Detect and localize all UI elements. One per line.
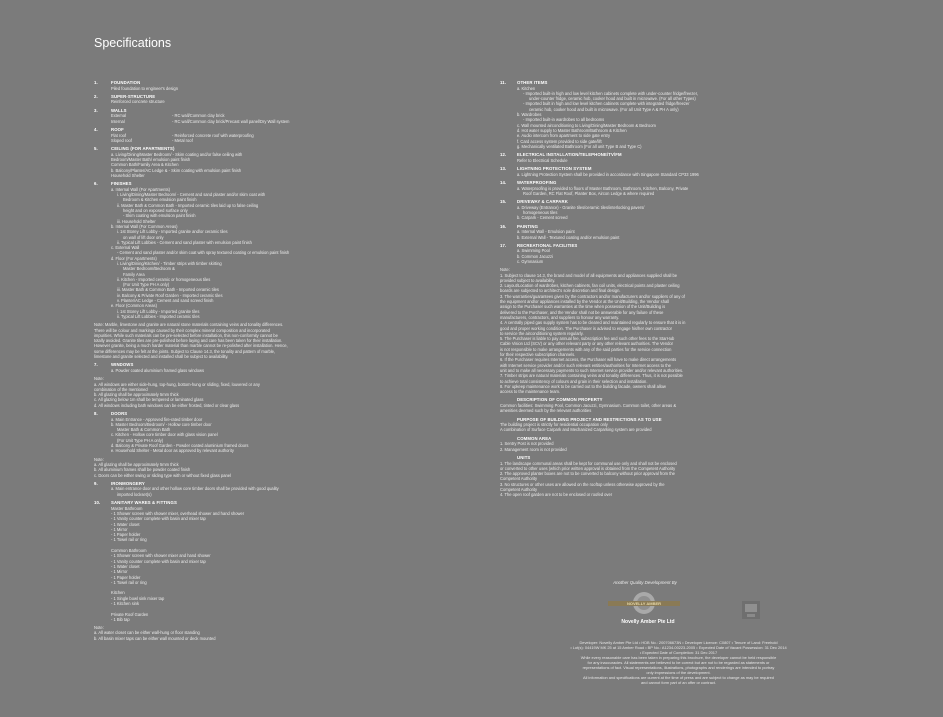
- section-title: WALLS: [111, 107, 127, 113]
- section-title: OTHER ITEMS: [517, 80, 548, 85]
- spec-line: Common facilities: Swimming Pool, Common Jacuzzi, Gymnasium. Common toilet, other areas &: [500, 403, 677, 408]
- footer-line: • Lot(s): 04419W MK 25 at 15 Amber Road • BP No.: A1234-00223-2005 • Expected Date of Vacant Possession: 31 Dec 2014: [570, 645, 787, 650]
- spec-line: b. Carpark - Cement screed: [517, 215, 568, 221]
- spec-line: b. Wardrobes: [517, 112, 542, 118]
- spec-line: - 1 Bib tap: [111, 616, 130, 622]
- note-line: 4. A centrally piped gas supply system has to be cleared and maintained regularly to ensure that it is in: [500, 320, 686, 326]
- section-number: 17.: [500, 242, 507, 248]
- spec-line: iii. Household Shelter: [117, 218, 156, 224]
- section-title: PAINTING: [517, 223, 539, 229]
- spec-line: Competent Authority: [500, 476, 538, 482]
- left-column: [94, 80, 489, 644]
- section-title: SUPER-STRUCTURE: [111, 93, 156, 99]
- section-number: 11.: [500, 80, 507, 85]
- spec-line: c. Gymnasium: [517, 258, 544, 264]
- note-line: access to the maintenance team.: [500, 389, 561, 395]
- spec-line: Master Bathroom: [111, 505, 143, 511]
- spec-section: [500, 397, 857, 413]
- section-title: ELECTRICAL INSTALLATION/TELEPHONE/TV/FM: [517, 152, 622, 158]
- section-title: DESCRIPTION OF COMMON PROPERTY: [517, 397, 603, 403]
- footer-line: All information and specifications are current at the time of press and are subject to change as may be required: [583, 675, 774, 680]
- spec-line: a. Main Entrance - Approved fire-rated timber door: [111, 416, 203, 422]
- spec-line: Bedroom & Kitchen emulsion paint finish: [123, 197, 197, 203]
- spec-item: External: [111, 113, 127, 119]
- spec-line: - Imported built-in wardrobes to all bedrooms: [523, 117, 605, 123]
- note-line: Note:: [500, 267, 510, 273]
- spec-section: [94, 127, 489, 143]
- footer-disclaimer: [500, 640, 857, 685]
- note-line: impurities. While such materials can be pre-selected before installation, this non-conformity cannot be: [94, 332, 278, 338]
- developer-name: Novelly Amber Pte Ltd: [621, 619, 675, 625]
- spec-line: - Imported built in high and low level kitchen cabinets complete with integrated fridge/freezer: [523, 101, 690, 107]
- spec-line: a. Powder coated aluminium framed glass windows: [111, 367, 205, 373]
- spec-line: e. Household Shelter - Metal door as approved by relevant authority: [111, 448, 234, 454]
- spec-line: imported lockset(s): [117, 491, 152, 497]
- spec-line: - 1 Water closet: [111, 521, 140, 527]
- spec-section: [94, 80, 489, 91]
- spec-line: on wall of lift door only: [123, 234, 164, 240]
- note-line: Cable Vision Ltd (SCV) or any other relevant party or any other relevant authorities. The Vendor: [500, 341, 674, 347]
- note-line: a. All water closet can be either wall-hung or floor standing: [94, 630, 200, 636]
- spec-line: Common Bathroom: [111, 548, 147, 554]
- spec-section: [94, 146, 489, 178]
- spec-line: - 1 Mirror: [111, 569, 128, 575]
- spec-line: - 1 Shower screen with shower mixer and hand shower: [111, 553, 211, 559]
- note-line: delivered to the Purchaser, and the Vendor shall not be answerable for any failure of these: [500, 309, 664, 315]
- spec-line: Household Shelter: [111, 172, 145, 178]
- spec-line: ceramic hob, cooker hood and built in microwave. (For all Unit Type A & PH A only): [529, 106, 679, 112]
- spec-line: ii. Master Bath & Common Bath - Imported ceramic tiles laid up to false ceiling: [117, 202, 259, 208]
- spec-line: c. Kitchen - Hollow core timber door with glass vision panel: [111, 432, 218, 438]
- note-line: manufacturers, contractors, and suppliers to honour any warranty.: [500, 314, 620, 320]
- spec-line: a. Waterproofing is provided to floors of Master Bathroom, Bathroom, Kitchen, Balcony, Private: [517, 185, 689, 191]
- section-number: 14.: [500, 179, 507, 185]
- spec-section: [94, 362, 489, 408]
- spec-line: c. Wall mounted airconditioning to Living/Dining/Master Bedroom & Bedroom: [517, 122, 656, 128]
- spec-line: homogeneous tiles: [523, 210, 558, 216]
- spec-line: - 1 Paper holder: [111, 532, 141, 538]
- spec-line: - 1 Vanity counter complete with basin and mixer tap: [111, 558, 206, 564]
- note-line: a. All glazing shall be approximately 5mm thick: [94, 461, 179, 467]
- spec-line: iii. Master Bath & Common Bath - Imported ceramic tiles: [117, 287, 219, 293]
- section-title: SANITARY WARES & FITTINGS: [111, 500, 177, 506]
- spec-line: ii. Typical Lift Lobbies - Cement and sand plaster with emulsion paint finish: [117, 239, 252, 245]
- spec-section: [500, 436, 857, 452]
- spec-line: d. Hot water supply to Master Bathroom/Bathroom & Kitchen: [517, 127, 627, 133]
- note-line: a. All windows are either side-hung, top-hung, bottom-hung or sliding, fixed, louvered or any: [94, 381, 260, 387]
- note-line: to service the airconditioning system regularly.: [500, 330, 584, 336]
- spec-line: - Skim coating with emulsion paint finish: [123, 213, 196, 219]
- section-number: 10.: [94, 500, 101, 506]
- logo-text: NOVELLY AMBER: [626, 601, 662, 607]
- section-number: 4.: [94, 126, 98, 132]
- note-line: 2. Layout/Location of wardrobes, kitchen cabinets, fan coil units, electrical points and plaster ceiling: [500, 283, 680, 289]
- note-line: b. All aluminium frames shall be powder coated finish: [94, 467, 191, 473]
- spec-line: 1. Sentry Post is not provided: [500, 441, 554, 447]
- spec-line: a. Swimming Pool: [517, 248, 550, 254]
- spec-line: 3. No structures or other uses are allowed on the rooftop unless otherwise approved by the: [500, 481, 665, 487]
- spec-line: b. Internal Wall (For Common Areas): [111, 223, 178, 229]
- section-number: 6.: [94, 181, 98, 187]
- spec-line: 2. The approved planter boxes are not to be converted to balcony without prior approval from the: [500, 471, 675, 477]
- section-title: ROOF: [111, 126, 124, 132]
- spec-line: or converted to other uses (which prior written approval is obtained from the Competent Authority: [500, 465, 676, 471]
- note-line: 8. For upkeep maintenance work to be carried out to the building facade, owners shall allow: [500, 383, 666, 389]
- spec-item: Sloped roof: [111, 137, 132, 143]
- spec-section: [94, 411, 489, 478]
- spec-line: - 1 Towel rail or ring: [111, 537, 147, 543]
- page-title: Specifications: [94, 36, 172, 50]
- section-number: 12.: [500, 152, 507, 158]
- footer-line: representations of fact. Visual representations, illustrations, photographs and renderings are intended to portray: [582, 665, 775, 670]
- note-line: the equipment and/or appliances installed by the Vendor at the Unit/Building, the Vendor shall: [500, 299, 670, 305]
- spec-line: b. Common Jacuzzi: [517, 253, 553, 259]
- note-line: However granite, being a much harder material than marble cannot be re-polished after installation. Hence,: [94, 343, 288, 349]
- spec-section: [500, 417, 857, 433]
- section-number: [500, 455, 517, 461]
- spec-line: Competent Authority: [500, 487, 538, 493]
- spec-section: [500, 80, 857, 149]
- spec-line: a. Internal Wall (For Apartments): [111, 186, 170, 192]
- spec-section: [500, 152, 857, 163]
- spec-line: under-counter fridge, ceramic hob, cooker hood and built in microwave. (For all other Types): [529, 96, 696, 102]
- footer-line: only impressions of the development.: [646, 670, 711, 675]
- spec-line: iv. Balcony & Private Roof Garden - Imported ceramic tiles: [117, 292, 223, 298]
- spec-item: Flat roof: [111, 132, 127, 138]
- footer-line: and cannot form part of an offer or contract.: [641, 680, 716, 685]
- spec-line: - 1 Towel rail or ring: [111, 579, 147, 585]
- note-line: for their respective subscription channels.: [500, 352, 576, 358]
- spec-line: The building project is strictly for residential occupation only: [500, 422, 608, 428]
- developer-tagline: Another Quality Development By: [613, 580, 677, 585]
- spec-line: ii. Typical Lift Lobbies - Imported ceramic tiles: [117, 313, 200, 319]
- spec-section: [500, 224, 857, 240]
- spec-line: a. Internal Wall - Emulsion paint: [517, 229, 575, 235]
- spec-line: b. External Wall - Textured coating and/or emulsion paint: [517, 234, 620, 240]
- section-title: FINISHES: [111, 181, 132, 187]
- note-line: Note:: [94, 456, 104, 462]
- spec-line: c. External Wall: [111, 245, 140, 251]
- spec-line: - Imported built-in high and low level kitchen cabinets complete with under-counter fridge/freezer,: [523, 90, 698, 96]
- spec-value: - RC wall/Common clay brick: [172, 113, 225, 119]
- spec-line: e. Floor (Common Areas): [111, 303, 157, 309]
- note-line: unit and to make all necessary payments to such Internet service provider and/or relevant authorities.: [500, 367, 684, 373]
- developer-logo: [608, 590, 680, 616]
- spec-line: a. Kitchen: [517, 85, 536, 91]
- spec-section: [94, 481, 489, 497]
- spec-line: Piled foundation to engineer's design: [111, 85, 179, 91]
- spec-line: a. Living/Dining/Master Bedroom/ - Skim coating and/or false ceiling with: [111, 151, 243, 157]
- spec-section: [94, 181, 489, 359]
- spec-line: (For Unit Type PH A only): [123, 282, 170, 288]
- note-line: 1. Subject to clause 14.3, the brand and model of all equipments and appliances supplied shall be: [500, 272, 678, 278]
- note-line: with Internet service provider and/or such relevant entities/authorities for Internet access to the: [500, 362, 671, 368]
- section-title: LIGHTNING PROTECTION SYSTEM: [517, 166, 592, 172]
- spec-line: 4. The open roof garden are not to be enclosed or roofed over: [500, 492, 613, 498]
- note-line: boards are subjected to architect's sole discretion and final design.: [500, 288, 621, 294]
- spec-line: - 1 Kitchen sink: [111, 600, 139, 606]
- note-line: b. All basin mixer taps can be either wall mounted or deck mounted: [94, 635, 216, 641]
- section-title: UNITS: [517, 454, 531, 460]
- spec-section: [500, 180, 857, 196]
- section-title: COMMON AREA: [517, 435, 552, 441]
- spec-line: a. Main entrance door and other hollow core timber doors shall be provided with good quality: [111, 486, 279, 492]
- note-line: combination of the mentioned: [94, 386, 148, 392]
- section-number: 8.: [94, 411, 98, 416]
- note-line: Note: Marble, limestone and granite are natural stone materials containing veins and tonality differences.: [94, 322, 284, 328]
- note-line: c. All glazing below 1m shall be tempered or laminated glass: [94, 397, 204, 403]
- spec-line: a. Lightning Protection System shall be provided in accordance with Singapore Standard CP33 1996: [517, 171, 699, 177]
- right-column: [500, 80, 857, 501]
- spec-line: Refer to Electrical Schedule: [517, 157, 568, 163]
- spec-line: - 1 Shower screen with shower mixer, overhead shower and hand shower: [111, 510, 245, 516]
- section-title: DRIVEWAY & CARPARK: [517, 199, 568, 205]
- spec-section: [500, 243, 857, 395]
- spec-line: Family Area: [123, 271, 145, 277]
- spec-line: d. Floor (For Apartments): [111, 255, 157, 261]
- section-title: FOUNDATION: [111, 80, 141, 85]
- section-number: 2.: [94, 93, 98, 99]
- section-title: RECREATIONAL FACILITIES: [517, 242, 578, 248]
- section-number: 13.: [500, 166, 507, 172]
- spec-line: - Cement and sand plaster and/or skim coat with spray textured coating or emulsion paint finish: [117, 250, 290, 256]
- note-line: good and proper working condition. The Purchaser is advised to engage his/her own contractor: [500, 325, 672, 331]
- spec-item: Internal: [111, 118, 125, 124]
- note-line: 7. Timber strips are natural materials containing veins and tonality differences. Thus, it is not possible: [500, 373, 683, 379]
- note-line: 6. If the Purchaser requires Internet access, the Purchaser will have to make direct arrangements: [500, 357, 677, 363]
- spec-value: - Metal roof: [172, 137, 193, 143]
- spec-row: [94, 138, 489, 143]
- spec-line: A combination of Surface Carpark and Mechanized Carparking system are provided: [500, 427, 652, 433]
- spec-line: - 1 Mirror: [111, 526, 128, 532]
- section-number: 15.: [500, 199, 507, 205]
- note-line: limestone and granite selected and installed shall be subject to availability.: [94, 354, 229, 360]
- spec-line: Bedroom/Master Bath/ emulsion paint finish: [111, 157, 191, 163]
- spec-line: Common Bath/Family Area & Kitchen: [111, 162, 179, 168]
- section-number: 3.: [94, 107, 98, 113]
- spec-section: [94, 94, 489, 105]
- spec-line: g. Mechanically ventilated Bathroom (For all unit Type B and Type C): [517, 143, 642, 149]
- spec-line: Master Bath & Common Bath: [117, 427, 171, 433]
- section-title: CEILING (FOR APARTMENTS): [111, 146, 175, 152]
- section-title: DOORS: [111, 411, 128, 416]
- spec-line: - 1 Paper holder: [111, 574, 141, 580]
- spec-line: i. Living/Dining/Kitchen/ - Timber strips with timber skirting: [117, 260, 222, 266]
- spec-line: i. 1st Storey Lift Lobby - Imported granite tiles: [117, 308, 200, 314]
- note-line: Note:: [94, 376, 104, 382]
- spec-line: - 1 Single bowl sink mixer tap: [111, 595, 165, 601]
- section-number: 7.: [94, 362, 98, 368]
- section-title: PURPOSE OF BUILDING PROJECT AND RESTRICTIONS AS TO USE: [517, 416, 662, 422]
- spec-line: - 1 Vanity counter complete with basin and mixer tap: [111, 516, 206, 522]
- note-line: provided subject to availability.: [500, 277, 556, 283]
- spec-line: ii. Kitchen - Imported ceramic or homogeneous tiles: [117, 276, 211, 282]
- spec-value: - Reinforced concrete roof with waterproofing: [172, 132, 254, 138]
- spec-line: e. Audio intercom from apartment to side gate entry: [517, 133, 611, 139]
- spec-line: i. Living/Dining/Master Bedroom/ - Cement and sand plaster and/or skim coat with: [117, 192, 266, 198]
- spec-value: - RC wall/Common clay brick/Precast wall panel/Dry Wall system: [172, 118, 290, 124]
- section-number: 16.: [500, 223, 507, 229]
- spec-line: Kitchen: [111, 590, 125, 596]
- spec-line: f. Card access system provided to side gate/lift: [517, 138, 602, 144]
- section-title: WINDOWS: [111, 362, 134, 368]
- note-line: Note:: [94, 625, 104, 631]
- footer-line: While every reasonable care has been taken in preparing this brochure, the developer cannot be held responsible: [580, 655, 777, 660]
- section-number: 1.: [94, 80, 98, 85]
- section-title: WATERPROOFING: [517, 179, 557, 185]
- note-line: b. All glazing shall be approximately 5mm thick: [94, 392, 179, 398]
- spec-line: d. Balcony & Private Roof Garden - Powder coated aluminium framed doors: [111, 443, 249, 449]
- spec-section: [500, 455, 857, 498]
- spec-line: 2. Management room is not provided: [500, 446, 567, 452]
- note-line: to achieve total consistency of colours and grain in their selection and installation.: [500, 378, 648, 384]
- spec-line: amenities deemed such by the relevant authorities: [500, 408, 592, 414]
- note-line: is not responsible to make arrangements with any of the said parties for the service connection: [500, 346, 672, 352]
- spec-line: Master Bedroom/Bedroom &: [123, 266, 175, 272]
- spec-line: Private Roof Garden: [111, 611, 149, 617]
- spec-line: (For Unit Type PH A only): [117, 437, 164, 443]
- footer-line: • Expected Date of Completion: 31 Dec 2017: [639, 650, 718, 655]
- note-line: assign to the Purchaser such warranties at the time when possession of the Unit/Building is: [500, 304, 666, 310]
- section-title: IRONMONGERY: [111, 480, 145, 486]
- footer-line: Developer: Novelly Amber Pte Ltd • HDB No.: 200706673N • Developer Licence: C0807 • Tenure of Land: Freehold: [579, 640, 778, 645]
- note-line: d. All windows including bath windows can be either frosted, tinted or clear glass: [94, 402, 240, 408]
- note-line: There will be colour and markings caused by their complex mineral composition and incorporated: [94, 327, 270, 333]
- note-line: 5. The Purchaser is liable to pay annual fee, subscription fee and such other fees to the StarHub: [500, 336, 675, 342]
- spec-line: height and on exposed surface only: [123, 208, 188, 214]
- note-line: totally avoided. Granite tiles are pre-polished before laying and care has been taken for their installation.: [94, 338, 283, 344]
- spec-line: b. Balcony/Planter/AC Ledge & - Skim coating with emulsion paint finish: [111, 167, 242, 173]
- section-number: 9.: [94, 480, 98, 486]
- spec-line: a. Driveway (Entrance) - Granite tiles/ceramic tiles/interlocking pavers/: [517, 204, 645, 210]
- spec-row: [94, 119, 489, 124]
- spec-section: [500, 166, 857, 177]
- note-line: some differences may be felt at the joints. Subject to Clause 14.3, the tonality and pattern of marble,: [94, 348, 276, 354]
- spec-section: [94, 500, 489, 641]
- spec-line: Reinforced concrete structure: [111, 99, 165, 105]
- note-line: c. Doors can be either swing or sliding type with or without fixed glass panel: [94, 472, 231, 478]
- spec-section: [500, 199, 857, 220]
- certification-mark-icon: [740, 599, 762, 621]
- spec-section: [94, 108, 489, 124]
- note-line: 3. The warranties/guarantees given by the contractors and/or manufacturers and/or suppliers of any of: [500, 293, 685, 299]
- spec-line: b. Master Bedroom/Bedroom/ - Hollow core timber door: [111, 421, 212, 427]
- spec-line: - 1 Water closet: [111, 563, 140, 569]
- spec-line: 1. The landscape communal areas shall be kept for communal use only and shall not be enclosed: [500, 460, 677, 466]
- section-number: 5.: [94, 146, 98, 152]
- spec-line: i. 1st Storey Lift Lobby - Imported granite and/or ceramic tiles: [117, 229, 228, 235]
- footer-line: for any inaccuracies. All statements are believed to be correct but are not to be regarded as statements or: [587, 660, 770, 665]
- spec-line: Roof Garden, RC Flat Roof, Planter Box, Aircon Ledge & where required: [523, 190, 655, 196]
- spec-line: v. Planter/AC Ledge - Cement and sand screed finish: [117, 298, 214, 304]
